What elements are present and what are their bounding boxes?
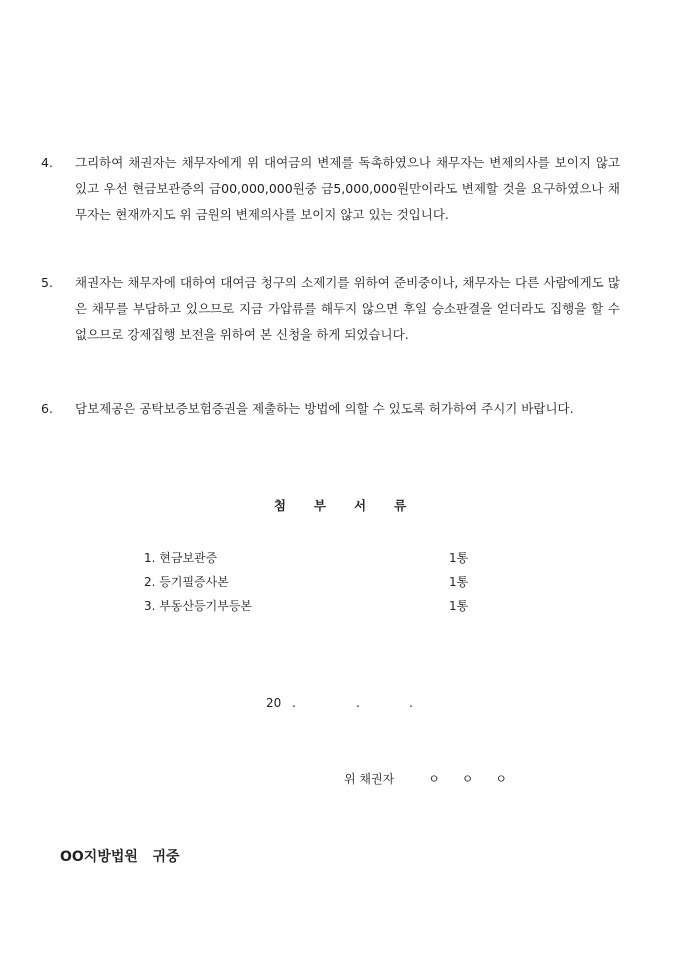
signer-label: 위 채권자 [344,772,395,786]
paragraph-text: 담보제공은 공탁보증보험증권을 제출하는 방법에 의할 수 있도록 허가하여 주시기 바랍니다. [75,401,574,416]
attachment-label: 3. 부동산등기부등본 [144,599,253,613]
paragraph-5 [41,270,620,348]
signer-line [344,770,507,787]
paragraph-text: 채권자는 채무자에 대하여 대여금 청구의 소제기를 위하여 준비중이나, 채무자는 다른 사람에게도 많은 채무를 부담하고 있으므로 지금 가압류를 해두지 않으면 후일 승소판결을 얻더라도 집행을 할 수 없으므로 강제집행 보전을 위하여 본 신청을 하게 되었습니다. [75,275,620,342]
name-mark: ㅇ [461,772,474,786]
name-mark: ㅇ [428,772,440,786]
attachment-item [144,594,484,618]
attachment-item [144,570,484,594]
paragraph-4 [41,150,620,228]
paragraph-number: 5. [41,275,53,290]
paragraph-text: 그리하여 채권자는 채무자에게 위 대여금의 변제를 독촉하였으나 채무자는 변제의사를 보이지 않고 있고 우선 현금보관증의 금00,000,000원중 금5,000,000원만이라도 변제할 것을 요구하였으나 채무자는 현재까지도 위 금원의 변제의사를 보이지 않고 있는 것입니다. [75,155,620,222]
attachment-item [144,546,484,570]
date-dot: . [409,696,413,710]
paragraph-6 [41,396,620,422]
court-addressee: OO지방법원 귀중 [60,849,180,865]
attachments-title: 첨부서류 [273,498,435,513]
attachment-label: 2. 등기필증사본 [144,575,229,589]
attachment-count: 1통 [449,575,469,589]
paragraph-number: 6. [41,401,53,416]
attachment-count: 1통 [449,551,469,565]
attachment-count: 1통 [449,599,469,613]
name-mark: ㅇ [495,772,507,786]
signer-name-marks [394,772,507,786]
attachments-list [144,546,484,618]
attachment-label: 1. 현금보관증 [144,551,218,565]
date-year-prefix: 20 [266,696,282,710]
paragraph-number: 4. [41,155,53,170]
date-dot: . [356,696,360,710]
date-dot: . [292,696,296,710]
